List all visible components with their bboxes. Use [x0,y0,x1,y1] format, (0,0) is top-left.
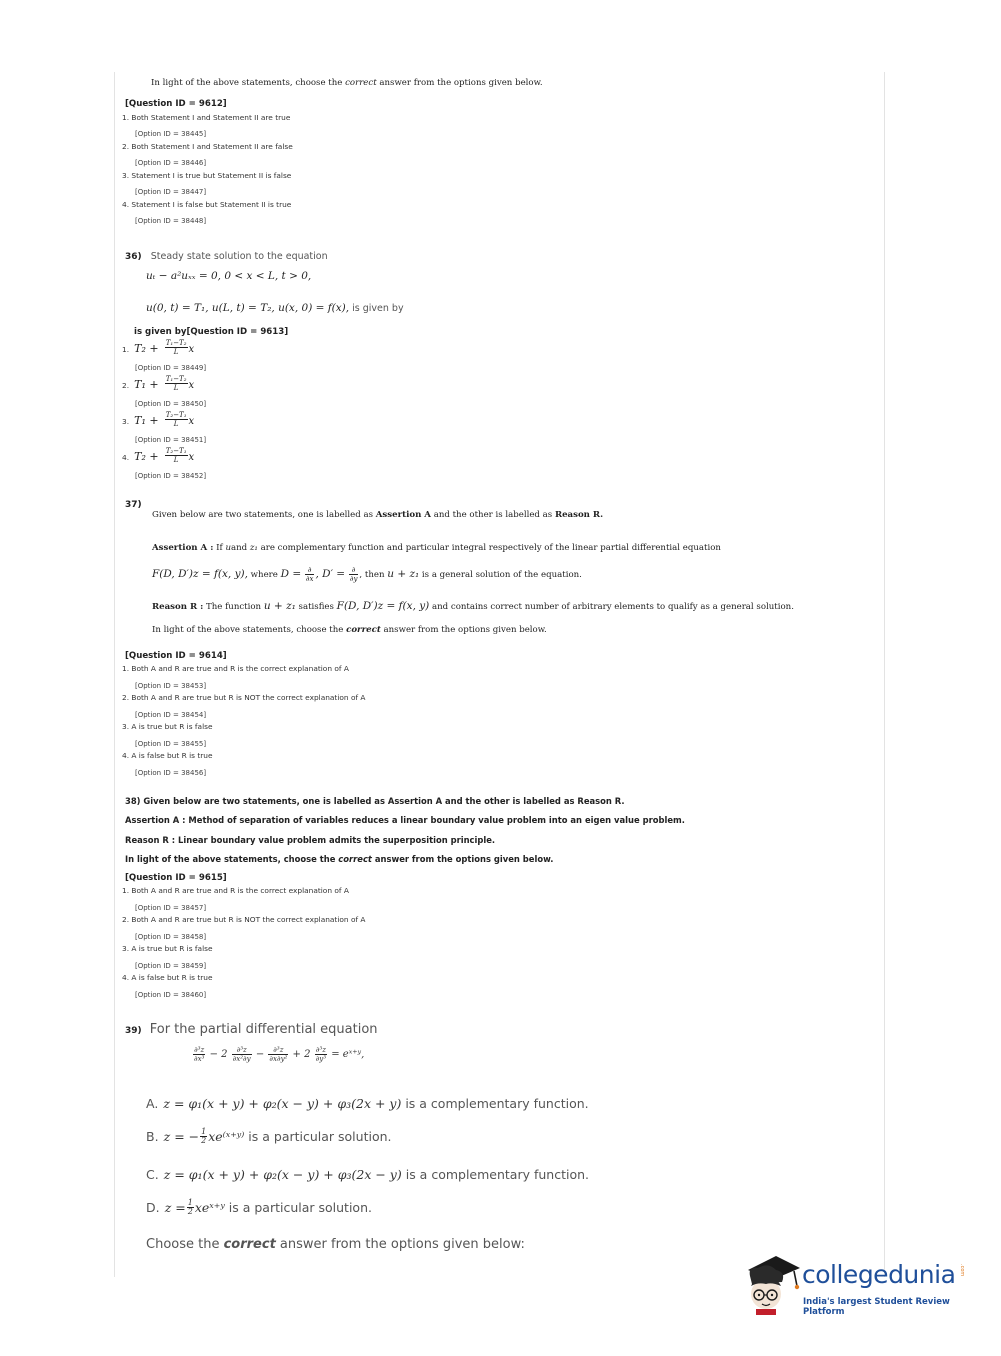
q36-option-3-id: [Option ID = 38451] [135,436,207,444]
q38-reason: Reason R : Linear boundary value problem admits the superposition principle. [125,835,496,845]
q36-number: 36) [125,252,142,262]
q36-equation-1: uₜ − a²uₓₓ = 0, 0 < x < L, t > 0, [146,270,312,282]
q36-option-3: 3. T₁ + $\frac{\text{T₂−T₁}}{L}$ x [122,411,195,428]
q37-option-2-id: [Option ID = 38454] [135,711,207,719]
page-border-left [114,72,115,1277]
q37-option-4-id: [Option ID = 38456] [135,769,207,777]
q36-equation-2-suffix: is given by [349,303,404,314]
q35-question-id: [Question ID = 9612] [125,99,227,109]
q36-equation-2-math: u(0, t) = T₁, u(L, t) = T₂, u(x, 0) = f(x), [146,302,350,314]
q37-instruction: In light of the above statements, choose the correct answer from the options given below. [152,625,547,635]
q35-option-4: 4. Statement I is false but Statement II is true [122,200,292,209]
q37-option-3-id: [Option ID = 38455] [135,740,207,748]
q35-option-3: 3. Statement I is true but Statement II is false [122,171,292,180]
q37-equation-line: F(D, D′)z = f(x, y), where D = $\frac{\partial}{\partial x}$ , D′ = $\frac{\partial}{\partial y}$ , then u + z₁ is a general solution of the equation. [152,566,582,583]
q39-statement-a: A. z = φ₁(x + y) + φ₂(x − y) + φ₃(2x + y) is a complementary function. [146,1096,589,1111]
q35-option-4-id: [Option ID = 38448] [135,217,207,225]
q36-equation-2 [146,296,404,315]
q39-statement-b: B. z = − $\frac{1}{2}$ xe⁽ˣ⁺ʸ⁾ is a particular solution. [146,1127,392,1145]
q36-option-4-id: [Option ID = 38452] [135,472,207,480]
logo-dotcom: .com [959,1264,965,1277]
q38-option-4-id: [Option ID = 38460] [135,991,207,999]
q39-text: For the partial differential equation [149,1022,378,1037]
q36-header [125,244,328,263]
q37-intro: Given below are two statements, one is labelled as Assertion A and the other is labelled as Reason R. [152,510,604,520]
q38-intro: 38) Given below are two statements, one is labelled as Assertion A and the other is labelled as Reason R. [125,796,625,806]
q37-option-1: 1. Both A and R are true and R is the correct explanation of A [122,664,349,673]
q37-option-1-id: [Option ID = 38453] [135,682,207,690]
q36-option-1: 1. T₂ + $\frac{\text{T₁−T₂}}{L}$ x [122,339,195,356]
q36-option-2: 2. T₁ + $\frac{\text{T₁−T₂}}{L}$ x [122,375,195,392]
q37-option-3: 3. A is true but R is false [122,722,213,731]
q36-text: Steady state solution to the equation [150,251,328,262]
q38-option-2-id: [Option ID = 38458] [135,933,207,941]
student-mascot-icon [742,1252,802,1316]
q38-instruction: In light of the above statements, choose the correct answer from the options given below. [125,854,554,864]
q35-option-1-id: [Option ID = 38445] [135,130,207,138]
q35-option-2: 2. Both Statement I and Statement II are false [122,142,293,151]
q36-option-2-id: [Option ID = 38450] [135,400,207,408]
q38-option-1-id: [Option ID = 38457] [135,904,207,912]
q38-question-id: [Question ID = 9615] [125,873,227,883]
q39-instruction: Choose the correct answer from the options given below: [146,1237,525,1252]
q38-option-3: 3. A is true but R is false [122,944,213,953]
q37-question-id: [Question ID = 9614] [125,651,227,661]
q39-pde: $\frac{\text{∂³z}}{\text{∂x³}}$ − 2 $\frac{\text{∂³z}}{\text{∂x²∂y}}$ − $\frac{\text{∂³z}}{\text{∂x∂y²}}$ + 2 $\frac{\text{∂³z}}{\text{∂y³}}$ = eˣ⁺ʸ, [194,1046,365,1063]
q37-number: 37) [125,500,142,510]
q39-statement-c: C. z = φ₁(x + y) + φ₂(x − y) + φ₃(2x − y) is a complementary function. [146,1167,590,1182]
q39-number: 39) [125,1026,142,1036]
q35-option-2-id: [Option ID = 38446] [135,159,207,167]
logo-tagline: India's largest Student Review Platform [803,1297,950,1317]
q38-assertion: Assertion A : Method of separation of variables reduces a linear boundary value problem into an eigen value problem. [125,815,685,825]
q35-option-1: 1. Both Statement I and Statement II are true [122,113,291,122]
q37-assertion: Assertion A : If uand z₁ are complementary function and particular integral respectively of the linear partial differential equation [152,543,721,553]
q36-option-1-id: [Option ID = 38449] [135,364,207,372]
q38-option-4: 4. A is false but R is true [122,973,213,982]
q35-emph: correct [345,78,377,88]
collegedunia-logo[interactable] [742,1252,972,1316]
q38-option-3-id: [Option ID = 38459] [135,962,207,970]
logo-wordmark: collegedunia [802,1260,956,1289]
q38-option-1: 1. Both A and R are true and R is the correct explanation of A [122,886,349,895]
q37-reason: Reason R : The function u + z₁ satisfies F(D, D′)z = f(x, y) and contains correct number of arbitrary elements to qualify as a general solution. [152,600,794,612]
q37-option-4: 4. A is false but R is true [122,751,213,760]
q36-option-4: 4. T₂ + $\frac{\text{T₂−T₁}}{L}$ x [122,447,195,464]
q39-statement-d: D. z = $\frac{1}{2}$ xeˣ⁺ʸ is a particular solution. [146,1198,372,1216]
page-border-right [884,72,885,1277]
q38-option-2: 2. Both A and R are true but R is NOT the correct explanation of A [122,915,366,924]
q39-header [125,1018,378,1037]
q36-question-id: is given by[Question ID = 9613] [134,327,289,337]
q37-option-2: 2. Both A and R are true but R is NOT the correct explanation of A [122,693,366,702]
q35-instruction: In light of the above statements, choose the correct answer from the options given below. [151,78,543,88]
q35-option-3-id: [Option ID = 38447] [135,188,207,196]
